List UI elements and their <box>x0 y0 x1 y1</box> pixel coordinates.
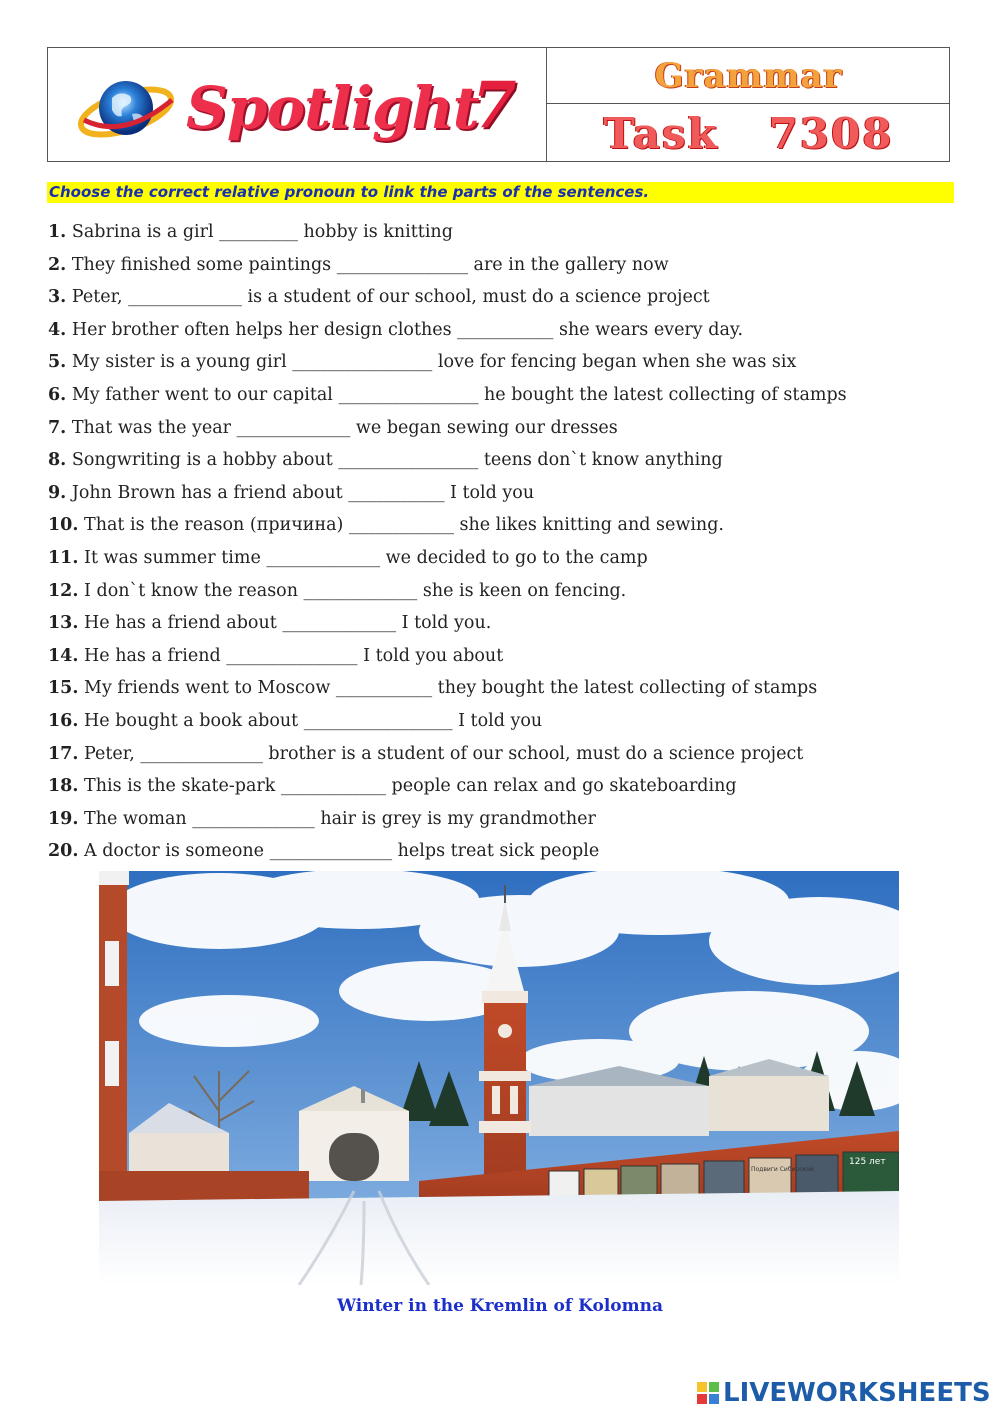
question-number: 12. <box>48 580 79 601</box>
kremlin-scene-image <box>99 871 899 1285</box>
kremlin-photo <box>99 871 899 1285</box>
question-number: 3. <box>48 287 67 308</box>
question-text: John Brown has a friend about ___________ I told you <box>71 482 535 503</box>
question-number: 8. <box>48 450 67 471</box>
photo-caption: Winter in the Kremlin of Kolomna <box>336 1296 664 1316</box>
question-number: 6. <box>48 384 67 405</box>
question-number: 1. <box>48 222 67 242</box>
question-item[interactable] <box>48 707 948 740</box>
question-text: Sabrina is a girl _________ hobby is knitting <box>71 222 453 242</box>
question-list <box>48 218 948 870</box>
question-item[interactable] <box>48 251 948 284</box>
question-text: He has a friend _______________ I told you about <box>84 645 504 666</box>
question-item[interactable] <box>48 805 948 838</box>
question-text: My friends went to Moscow ___________ they bought the latest collecting of stamps <box>84 678 818 699</box>
question-text: That was the year _____________ we began sewing our dresses <box>71 417 618 438</box>
question-number: 11. <box>48 547 79 568</box>
question-text: It was summer time _____________ we decided to go to the camp <box>84 547 648 568</box>
question-number: 14. <box>48 645 79 666</box>
question-item[interactable] <box>48 381 948 414</box>
task-number: Task 7308 <box>603 108 894 158</box>
question-item[interactable] <box>48 283 948 316</box>
globe-icon <box>76 68 176 148</box>
instruction-bar: Choose the correct relative pronoun to link the parts of the sentences. <box>47 182 954 203</box>
question-item[interactable] <box>48 740 948 773</box>
spotlight-logo <box>76 62 526 148</box>
question-text: That is the reason (причина) ____________ she likes knitting and sewing. <box>84 515 724 536</box>
subject-title: Grammar <box>654 55 843 96</box>
question-number: 13. <box>48 613 79 634</box>
question-text: He bought a book about _________________ I told you <box>84 710 543 731</box>
question-number: 19. <box>48 808 79 829</box>
question-text: This is the skate-park ____________ people can relax and go skateboarding <box>84 776 737 797</box>
question-number: 9. <box>48 482 67 503</box>
question-item[interactable] <box>48 348 948 381</box>
question-text: My father went to our capital ________________ he bought the latest collecting of stamps <box>71 384 847 405</box>
question-item[interactable] <box>48 642 948 675</box>
question-text: A doctor is someone ______________ helps treat sick people <box>84 841 600 862</box>
question-item[interactable] <box>48 479 948 512</box>
question-item[interactable] <box>48 674 948 707</box>
question-text: Peter, _____________ is a student of our school, must do a science project <box>71 287 710 308</box>
question-text: My sister is a young girl ________________ love for fencing began when she was six <box>71 352 797 373</box>
question-number: 10. <box>48 515 79 536</box>
question-text: Songwriting is a hobby about ________________ teens don`t know anything <box>71 450 723 471</box>
question-item[interactable] <box>48 837 948 870</box>
question-text: The woman ______________ hair is grey is my grandmother <box>84 808 596 829</box>
question-item[interactable] <box>48 218 948 251</box>
question-number: 7. <box>48 417 67 438</box>
question-text: They finished some paintings _______________ are in the gallery now <box>71 254 669 275</box>
question-item[interactable] <box>48 609 948 642</box>
banner-text: 125 лет <box>849 1157 886 1167</box>
question-text: He has a friend about _____________ I told you. <box>84 613 492 634</box>
poster-text: Подвиги Сибирской <box>751 1166 814 1173</box>
question-number: 5. <box>48 352 67 373</box>
brand-name: Spotlight <box>186 74 479 142</box>
liveworksheets-logo <box>697 1378 991 1408</box>
question-number: 4. <box>48 319 67 340</box>
question-item[interactable] <box>48 414 948 447</box>
question-text: I don`t know the reason _____________ she is keen on fencing. <box>84 580 627 601</box>
brand-number: 7 <box>472 68 517 143</box>
liveworksheets-squares-icon <box>697 1382 719 1404</box>
question-number: 15. <box>48 678 79 699</box>
question-item[interactable] <box>48 446 948 479</box>
liveworksheets-text: LIVEWORKSHEETS <box>723 1378 991 1408</box>
question-number: 2. <box>48 254 67 275</box>
question-item[interactable] <box>48 544 948 577</box>
question-number: 18. <box>48 776 79 797</box>
question-number: 17. <box>48 743 79 764</box>
question-item[interactable] <box>48 577 948 610</box>
question-text: Peter, ______________ brother is a student of our school, must do a science project <box>84 743 804 764</box>
question-item[interactable] <box>48 772 948 805</box>
question-number: 20. <box>48 841 79 862</box>
question-text: Her brother often helps her design clothes ___________ she wears every day. <box>71 319 744 340</box>
worksheet-header <box>47 47 950 162</box>
question-item[interactable] <box>48 511 948 544</box>
question-item[interactable] <box>48 316 948 349</box>
question-number: 16. <box>48 710 79 731</box>
